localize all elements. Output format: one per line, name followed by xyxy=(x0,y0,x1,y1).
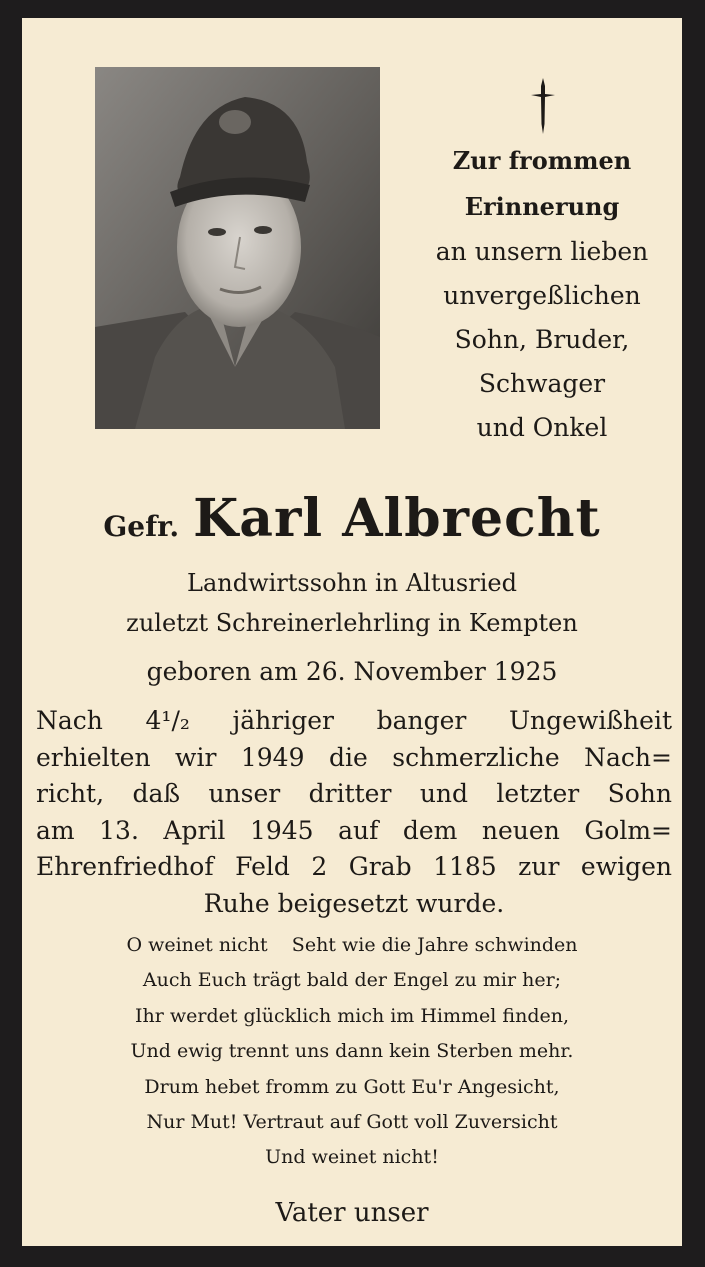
dedication-line: Schwager xyxy=(478,369,606,398)
dedication-line: Erinnerung xyxy=(464,192,620,221)
closing-prayer: Vater unser xyxy=(275,1198,429,1228)
dedication-line: und Onkel xyxy=(476,413,608,442)
portrait-photo xyxy=(95,67,380,429)
poem-line: Nur Mut! Vertraut auf Gott voll Zuversicht xyxy=(146,1111,558,1134)
paragraph-line: Ehrenfriedhof Feld 2 Grab 1185 zur ewigen xyxy=(36,852,672,882)
paragraph-line: Nach 4¹/₂ jähriger banger Ungewißheit xyxy=(36,706,672,735)
deceased-name: Karl Albrecht xyxy=(193,488,601,549)
dedication-line: Zur frommen xyxy=(452,146,632,175)
occupation-info xyxy=(22,563,682,643)
paragraph-line: erhielten wir 1949 die schmerzliche Nach= xyxy=(36,742,672,772)
poem-line: Und ewig trennt uns dann kein Sterben mehr. xyxy=(130,1040,574,1063)
dedication-line: unvergeßlichen xyxy=(443,281,641,310)
military-rank: Gefr. xyxy=(103,510,180,543)
poem-line: Drum hebet fromm zu Gott Eu'r Angesicht, xyxy=(144,1075,560,1098)
dedication-line: Sohn, Bruder, xyxy=(454,325,630,354)
info-line: zuletzt Schreinerlehrling in Kempten xyxy=(126,609,578,637)
dedication-text xyxy=(402,138,682,450)
death-notice-paragraph xyxy=(36,703,672,923)
birth-date: geboren am 26. November 1925 xyxy=(146,657,558,686)
paragraph-line: richt, daß unser dritter und letzter Sohn xyxy=(36,779,672,809)
poem-line: Auch Euch trägt bald der Engel zu mir her; xyxy=(142,969,562,992)
info-line: Landwirtssohn in Altusried xyxy=(187,569,517,597)
memorial-card xyxy=(22,18,682,1246)
memorial-poem xyxy=(22,928,682,1176)
dedication-line: an unsern lieben xyxy=(435,237,649,266)
poem-line: Und weinet nicht! xyxy=(265,1146,439,1169)
poem-line: Ihr werdet glücklich mich im Himmel finden, xyxy=(134,1004,569,1027)
poem-line: O weinet nicht Seht wie die Jahre schwinden xyxy=(126,934,578,956)
soldier-portrait-image xyxy=(95,67,380,429)
deceased-name-heading xyxy=(22,488,682,549)
latin-cross-icon xyxy=(528,76,558,136)
paragraph-line: Ruhe beigesetzt wurde. xyxy=(203,888,505,918)
paragraph-line: am 13. April 1945 auf dem neuen Golm= xyxy=(36,815,672,845)
